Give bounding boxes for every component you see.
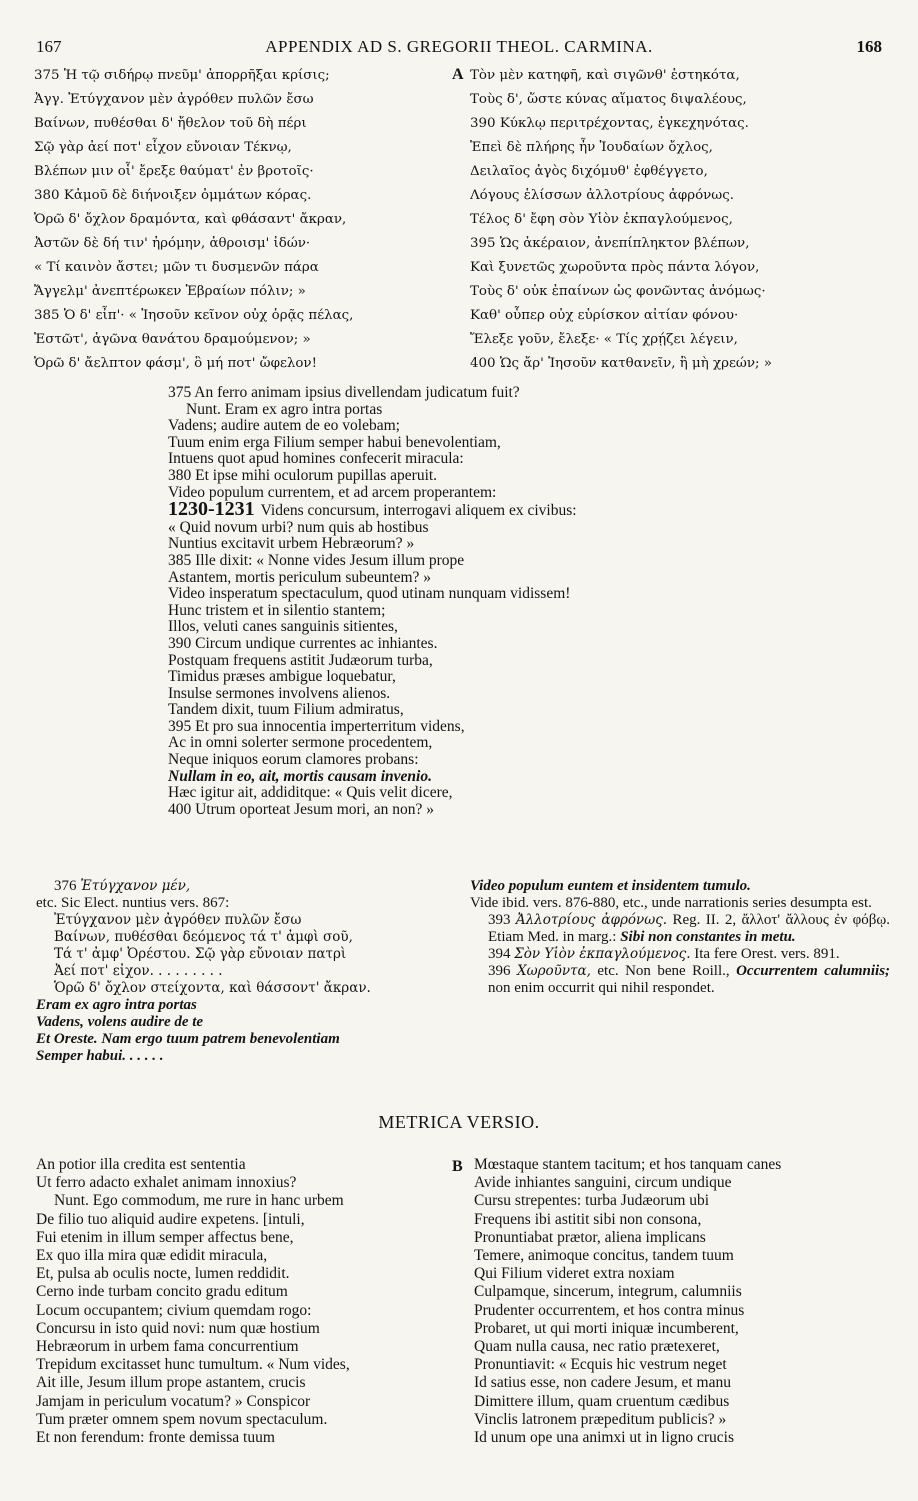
latin-verse-line — [168, 501, 728, 520]
metrica-verse-line: Hebræorum in urbem fama concurrentium — [36, 1338, 299, 1356]
greek-verse-line: 375 Ἡ τῷ σιδήρῳ πνεῦμ' ἀπορρῆξαι κρίσις; — [34, 68, 330, 83]
greek-verse-line: Ἀγγ. Ἐτύγχανον μὲν ἀγρόθεν πυλῶν ἔσω — [34, 92, 314, 107]
metrica-verse-line: Prudenter occurrentem, et hos contra minus — [474, 1301, 745, 1319]
greek-verse-line: 385 Ὁ δ' εἶπ'· « Ἰησοῦν κεῖνον οὐχ ὁρᾷς πέλας, — [34, 308, 354, 323]
latin-verse-text: 385 Ille dixit: « Nonne vides Jesum illum prope — [168, 552, 465, 569]
latin-verse-line — [168, 468, 728, 485]
latin-verse-line — [168, 402, 728, 419]
greek-verse-line: Καθ' οὗπερ οὐχ εὑρίσκον αἰτίαν φόνου· — [470, 308, 739, 323]
latin-verse-text: Astantem, mortis periculum subeuntem? » — [168, 569, 432, 586]
metrica-verse-line: Concursu in isto quid novi: num quæ hostium — [36, 1319, 320, 1337]
note-ref: 396 — [488, 963, 511, 979]
greek-verse-line: Ἀστῶν δὲ δή τιν' ἠρόμην, ἀθροισμ' ἰδών· — [34, 236, 311, 251]
note-393 — [470, 912, 890, 946]
latin-verse-line — [168, 385, 728, 402]
note-greek: Σὸν Υἱὸν ἐκπαγλούμενος. — [514, 946, 691, 962]
greek-verse-line: Ὁρῶ δ' ἄελπτον φάσμ', ὃ μή ποτ' ὤφελον! — [34, 356, 317, 371]
running-title: APPENDIX AD S. GREGORII THEOL. CARMINA. — [265, 37, 653, 56]
note-video-line: Video populum euntem et insidentem tumulo. — [470, 878, 751, 894]
latin-verse-line — [168, 603, 728, 620]
metrica-verse-line: Cerno inde turbam concito gradu editum — [36, 1283, 288, 1301]
latin-verse-line — [168, 686, 728, 703]
latin-verse-text: Video insperatum spectaculum, quod utinam nunquam vidissem! — [168, 586, 571, 603]
latin-verse-line — [168, 485, 728, 502]
metrica-verse-line: Frequens ibi astitit sibi non consona, — [474, 1210, 702, 1228]
greek-verse-line: Βλέπων μιν οἷ' ἔρεξε θαύματ' ἐν βροτοῖς· — [34, 164, 314, 179]
latin-verse-line — [168, 669, 728, 686]
latin-verse-line — [168, 802, 728, 819]
greek-verse-line: Τοὺς δ', ὥστε κύνας αἵματος διψαλέους, — [470, 92, 747, 107]
greek-verse-line: Τοὺς δ' οὐκ ἐπαίνων ὡς φονῶντας ἀνόμως· — [470, 284, 766, 299]
latin-verse-line — [168, 769, 728, 786]
latin-verse-text: Nuntius excitavit urbem Hebræorum? » — [168, 536, 415, 553]
latin-verse-line — [168, 619, 728, 636]
note-latin-line: Vadens, volens audire de te — [36, 1014, 204, 1030]
latin-verse-text: Illos, veluti canes sanguinis sitientes, — [168, 619, 398, 636]
latin-verse-line — [168, 719, 728, 736]
metrica-verse-line: Fui etenim in illum semper affectus bene, — [36, 1228, 294, 1246]
note-ref: 393 — [488, 912, 511, 928]
latin-verse-text: « Quid novum urbi? num quis ab hostibus — [168, 519, 429, 536]
latin-verse-text: 390 Circum undique currentes ac inhiantes. — [168, 635, 438, 652]
latin-verse-text: Intuens quot apud homines confecerit miracula: — [168, 451, 464, 468]
metrica-verse-line: Mœstaque stantem tacitum; et hos tanquam canes — [474, 1156, 782, 1173]
latin-verse-line — [168, 553, 728, 570]
latin-verse-line — [168, 636, 728, 653]
metrica-verse-line: Tum præter omnem spem novum spectaculum. — [36, 1410, 328, 1428]
metrica-verse-line: Et non ferendum: fronte demissa tuum — [36, 1429, 275, 1447]
left-page-number: 167 — [36, 37, 62, 56]
metrica-verse-line: Cursu strepentes: turba Judæorum ubi — [474, 1192, 710, 1210]
note-italic: Occurrentem calumniis; — [736, 963, 891, 979]
latin-verse-text: Neque iniquos eorum clamores probans: — [168, 752, 419, 769]
latin-verse-line — [168, 653, 728, 670]
notes-left-column — [36, 878, 452, 1065]
note-text: non enim occurrit qui nihil respondet. — [488, 980, 715, 996]
metrica-verse-line: Nunt. Ego commodum, me rure in hanc urbem — [54, 1192, 344, 1210]
greek-verse-line: Δειλαῖος ἀγὸς διχόμυθ' ἐφθέγγετο, — [470, 164, 708, 179]
note-greek-line: Ἀεί ποτ' εἶχον. . . . . . . . . — [54, 963, 223, 979]
latin-verse-line — [168, 520, 728, 537]
note-latin-quote — [36, 997, 452, 1065]
latin-verse-text: Vadens; audire autem de eo volebam; — [168, 418, 400, 435]
latin-verse-line — [168, 418, 728, 435]
metrica-verse-line: An potior illa credita est sententia — [36, 1156, 246, 1173]
metrica-verse-line: Vinclis latronem præpeditum publicis? » — [474, 1410, 727, 1428]
latin-verse-text: Tuum enim erga Filium semper habui benevolentiam, — [168, 434, 501, 451]
latin-verse-text: Tandem dixit, tuum Filium admiratus, — [168, 702, 404, 719]
latin-verse-line — [168, 785, 728, 802]
latin-verse-text: Videns concursum, interrogavi aliquem ex civibus: — [260, 502, 577, 520]
latin-verse-line — [168, 702, 728, 719]
notes-right-column — [470, 878, 890, 997]
note-latin-line: Et Oreste. Nam ergo tuum patrem benevolentiam — [36, 1031, 340, 1047]
greek-verse-line: « Τί καινὸν ἄστει; μῶν τι δυσμενῶν πάρα — [34, 260, 319, 275]
latin-verse-text: Hunc tristem et in silentio stantem; — [168, 602, 386, 619]
metrica-verse-line: Qui Filium videret extra noxiam — [474, 1265, 675, 1283]
metrica-verse-line: Avide inhiantes sanguini, circum undique — [474, 1174, 732, 1192]
greek-verse-line: Ἑστῶτ', ἀγῶνα θανάτου δραμούμενον; » — [34, 332, 311, 347]
metrica-verse-line: Jamjam in periculum vocatum? » Conspicor — [36, 1392, 311, 1410]
greek-verse-line: Ἐπεὶ δὲ πλήρης ἦν Ἰουδαίων ὄχλος, — [470, 140, 713, 155]
note-greek-line: Ὁρῶ δ' ὄχλον στείχοντα, καὶ θάσσοντ' ἄκραν. — [54, 980, 371, 996]
latin-verse-text: Video populum currentem, et ad arcem properantem: — [168, 484, 497, 501]
note-latin-line: Eram ex agro intra portas — [36, 997, 197, 1013]
metrica-right-column — [474, 1156, 894, 1447]
note-vide: Vide ibid. vers. 876-880, etc., unde narrationis series desumpta est. — [470, 895, 872, 911]
latin-verse-line — [168, 451, 728, 468]
latin-verse-text: Insulse sermones involvens alienos. — [168, 685, 391, 702]
latin-verse-text: 400 Utrum oporteat Jesum mori, an non? » — [168, 801, 435, 818]
greek-verse-line: 400 Ὡς ἄρ' Ἰησοῦν κατθανεῖν, ἢ μὴ χρεών; » — [470, 356, 772, 371]
latin-verse-text: 375 An ferro animam ipsius divellendam judicatum fuit? — [168, 385, 520, 401]
metrica-verse-line: Ex quo illa mira quæ edidit miracula, — [36, 1247, 268, 1265]
note-greek-line: Ἐτύγχανον μὲν ἀγρόθεν πυλῶν ἔσω — [54, 912, 302, 928]
greek-verse-line: Τέλος δ' ἔφη σὸν Υἱὸν ἐκπαγλούμενος, — [470, 212, 733, 227]
note-greek: Ἀλλοτρίους ἀφρόνως. — [515, 912, 668, 928]
note-text: etc. Non bene Roill., — [597, 963, 730, 979]
metrica-verse-line: Dimittere illum, quam cruentum cædibus — [474, 1392, 730, 1410]
metrica-verse-line: Probaret, ut qui morti iniquæ incumberent, — [474, 1319, 739, 1337]
greek-verse-line: 395 Ὡς ἀκέραιον, ἀνεπίπληκτον βλέπων, — [470, 236, 750, 251]
latin-verse-text: Timidus præses ambigue loquebatur, — [168, 669, 396, 686]
greek-verse-line: 380 Κἀμοῦ δὲ διήνοιξεν ὀμμάτων κόρας. — [34, 188, 312, 203]
metrica-title: METRICA VERSIO. — [378, 1112, 540, 1132]
metrica-left-column — [36, 1156, 456, 1447]
latin-verse-text: 380 Et ipse mihi oculorum pupillas aperuit. — [168, 467, 438, 484]
latin-verse-text: Nullam in eo, ait, mortis causam invenio. — [168, 768, 432, 785]
note-376 — [36, 878, 452, 895]
latin-translation — [168, 385, 728, 818]
column-number: 1230-1231 — [168, 501, 255, 520]
note-376-rest: etc. Sic Elect. nuntius vers. 867: — [36, 895, 230, 911]
column-marker-a: A — [452, 66, 464, 83]
right-page-number: 168 — [856, 37, 882, 56]
metrica-verse-line: Temere, animoque concitus, tandem tuum — [474, 1247, 734, 1265]
note-396 — [470, 963, 890, 997]
greek-verse-line: Ὁρῶ δ' ὄχλον δραμόντα, καὶ φθάσαντ' ἄκραν, — [34, 212, 347, 227]
latin-verse-line — [168, 570, 728, 587]
latin-verse-text: Nunt. Eram ex agro intra portas — [186, 401, 383, 418]
note-latin-line: Semper habui. . . . . . — [36, 1048, 164, 1064]
metrica-verse-line: Ait ille, Jesum illum prope astantem, crucis — [36, 1374, 306, 1392]
note-greek-line: Τά τ' ἀμφ' Ὀρέστου. Σῷ γὰρ εὔνοιαν πατρὶ — [54, 946, 347, 962]
latin-verse-text: Ac in omni solerter sermone procedentem, — [168, 735, 433, 752]
note-greek-quote — [36, 912, 452, 997]
note-greek: Χωροῦντα, — [516, 963, 591, 979]
latin-verse-text: Hæc igitur ait, addiditque: « Quis velit dicere, — [168, 785, 453, 802]
greek-verse-line: 390 Κύκλῳ περιτρέχοντας, ἐγκεχηνότας. — [470, 116, 749, 131]
note-text: Ita fere Orest. vers. 891. — [694, 946, 840, 962]
latin-verse-line — [168, 536, 728, 553]
metrica-verse-line: Trepidum excitasset hunc tumultum. « Num vides, — [36, 1356, 350, 1374]
metrica-verse-line: Locum occupantem; civium quemdam rogo: — [36, 1301, 312, 1319]
metrica-verse-line: Ut ferro adacto exhalet animam innoxius? — [36, 1174, 297, 1192]
running-header — [36, 37, 882, 61]
greek-verse-line: Ἔλεξε γοῦν, ἔλεξε· « Τίς χρῄζει λέγειν, — [470, 332, 738, 347]
greek-verse-line: Βαίνων, πυθέσθαι δ' ἤθελον τοῦ δὴ πέρι — [34, 116, 307, 131]
greek-verse-line: Τὸν μὲν κατηφῆ, καὶ σιγῶνθ' ἑστηκότα, — [470, 68, 740, 83]
metrica-verse-line: Et, pulsa ab oculis nocte, lumen reddidit. — [36, 1265, 290, 1283]
note-ref: 376 — [54, 878, 77, 894]
metrica-verse-line: De filio tuo aliquid audire expetens. [intuli, — [36, 1210, 305, 1228]
metrica-verse-line: Culpamque, sincerum, integrum, calumniis — [474, 1283, 742, 1301]
latin-verse-text: Postquam frequens astitit Judæorum turba, — [168, 652, 433, 669]
latin-verse-text: 395 Et pro sua innocentia imperterritum videns, — [168, 718, 465, 735]
note-italic: Sibi non constantes in metu. — [620, 929, 796, 945]
greek-verse-line: Σῷ γὰρ ἀεί ποτ' εἶχον εὔνοιαν Τέκνῳ, — [34, 140, 292, 155]
greek-text-left-column — [34, 64, 454, 376]
greek-verse-line: Ἄγγελμ' ἀνεπτέρωκεν Ἑβραίων πόλιν; » — [34, 284, 306, 299]
metrica-verse-line: Id unum ope una animxi ut in ligno crucis — [474, 1429, 735, 1447]
metrica-verse-line: Pronuntiabat prætor, aliena implicans — [474, 1228, 706, 1246]
latin-verse-line — [168, 735, 728, 752]
greek-verse-line: Λόγους ἑλίσσων ἀλλοτρίους ἀφρόνως. — [470, 188, 734, 203]
note-394 — [470, 946, 890, 963]
note-ref: 394 — [488, 946, 511, 962]
metrica-verse-line: Quam nulla causa, nec ratio prætexeret, — [474, 1338, 720, 1356]
latin-verse-line — [168, 586, 728, 603]
greek-verse-line: Καὶ ξυνετῶς χωροῦντα πρὸς πάντα λόγον, — [470, 260, 760, 275]
metrica-verse-line: Id satius esse, non cadere Jesum, et manu — [474, 1374, 731, 1392]
latin-verse-line — [168, 435, 728, 452]
latin-verse-line — [168, 752, 728, 769]
note-greek: Ἐτύγχανον μέν, — [80, 878, 191, 894]
note-text: Reg. II. 2, ἄλλοτ' ἄλλους ἐν φόβῳ. Etiam Med. in marg.: — [488, 912, 890, 945]
metrica-verse-line: Pronuntiavit: « Ecquis hic vestrum neget — [474, 1356, 727, 1374]
greek-text-right-column — [470, 64, 890, 376]
note-greek-line: Βαίνων, πυθέσθαι δεόμενος τά τ' ἀμφὶ σοῦ, — [54, 929, 353, 945]
column-marker-b: B — [452, 1158, 463, 1175]
